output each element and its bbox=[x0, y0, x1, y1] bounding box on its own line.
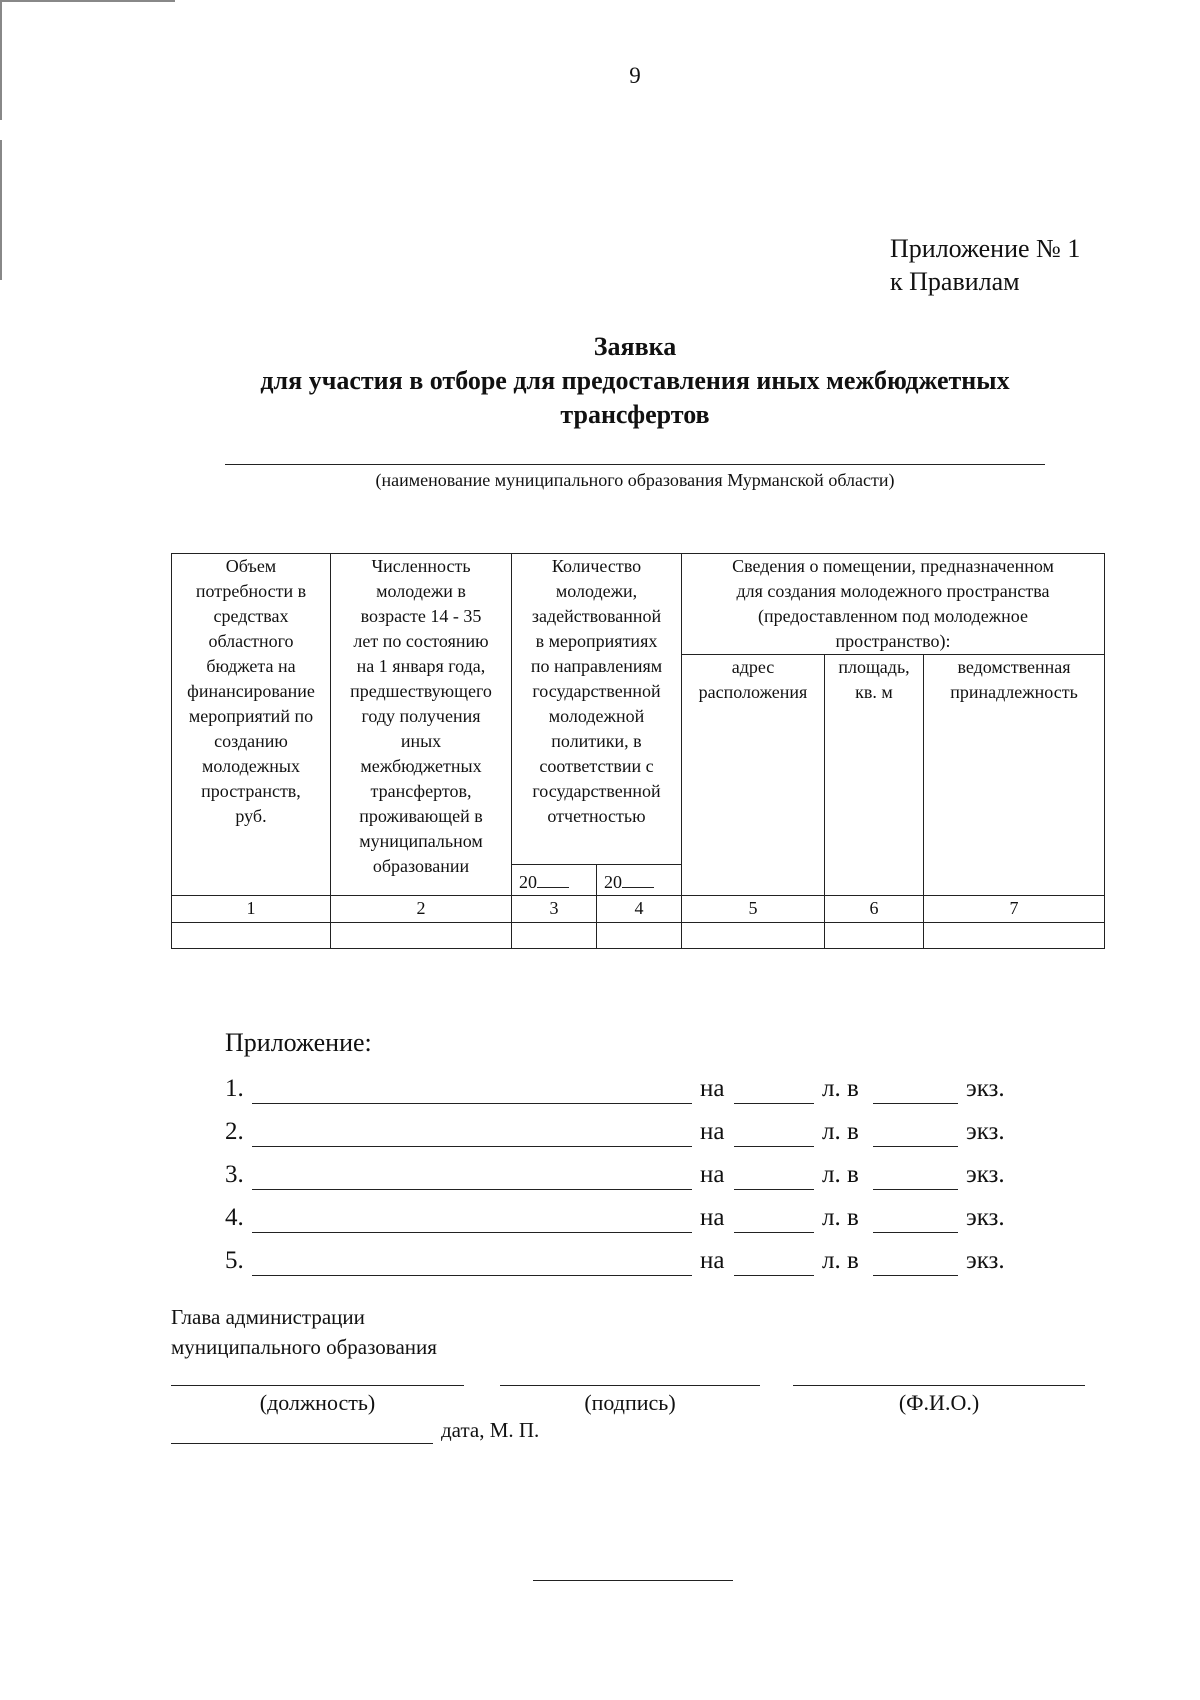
column-number: 2 bbox=[331, 896, 512, 923]
full-name-caption: (Ф.И.О.) bbox=[898, 1390, 980, 1415]
data-cell[interactable] bbox=[597, 923, 682, 949]
attachment-sheets-field[interactable] bbox=[734, 1189, 814, 1190]
table-header-row bbox=[172, 554, 1105, 655]
header-text-line: возрасте 14 - 35 bbox=[360, 606, 482, 626]
attachment-copies-field[interactable] bbox=[873, 1146, 958, 1147]
position-field[interactable] bbox=[171, 1385, 464, 1386]
attachment-copies-label: экз. bbox=[966, 1247, 1005, 1274]
date-stamp-label: дата, М. П. bbox=[441, 1418, 540, 1442]
scan-edge-mark bbox=[0, 0, 175, 2]
date-field[interactable] bbox=[171, 1443, 433, 1444]
header-text-line: финансирование bbox=[187, 681, 315, 701]
application-table bbox=[171, 553, 1105, 949]
header-text-line: созданию bbox=[214, 731, 288, 751]
year-prefix: 20 bbox=[604, 872, 622, 892]
attachment-sheets-label: л. в bbox=[822, 1118, 859, 1145]
header-text-line: молодежной bbox=[548, 706, 645, 726]
attachment-sheets-field[interactable] bbox=[734, 1275, 814, 1276]
attachment-sheets-field[interactable] bbox=[734, 1103, 814, 1104]
header-text-line: пространство): bbox=[835, 631, 951, 651]
attachments-title: Приложение: bbox=[225, 1028, 372, 1057]
header-text-line: потребности в bbox=[195, 581, 307, 601]
attachment-sheets-label: л. в bbox=[822, 1247, 859, 1274]
full-name-field[interactable] bbox=[793, 1385, 1085, 1386]
attachment-copies-label: экз. bbox=[966, 1204, 1005, 1231]
header-text-line: принадлежность bbox=[950, 682, 1078, 702]
attachment-on-label: на bbox=[700, 1118, 725, 1145]
header-text-line: государственной bbox=[532, 781, 661, 801]
data-cell[interactable] bbox=[172, 923, 331, 949]
title-line-1: Заявка bbox=[593, 332, 677, 361]
header-text-line: средствах bbox=[213, 606, 289, 626]
position-caption: (должность) bbox=[259, 1390, 376, 1415]
column-number: 5 bbox=[682, 896, 825, 923]
attachment-name-field[interactable] bbox=[252, 1103, 692, 1104]
data-cell[interactable] bbox=[825, 923, 924, 949]
attachment-number: 2. bbox=[225, 1118, 244, 1145]
attachment-copies-label: экз. bbox=[966, 1118, 1005, 1145]
header-text-line: иных bbox=[400, 731, 442, 751]
scan-edge-mark bbox=[0, 0, 2, 120]
end-of-page-line bbox=[533, 1580, 733, 1581]
header-text-line: образовании bbox=[372, 856, 470, 876]
header-text-line: пространств, bbox=[201, 781, 301, 801]
attachment-name-field[interactable] bbox=[252, 1189, 692, 1190]
header-text-line: молодежи, bbox=[555, 581, 638, 601]
header-text-line: руб. bbox=[235, 806, 267, 826]
header-text-line: для создания молодежного пространства bbox=[736, 581, 1050, 601]
header-text-line: государственной bbox=[532, 681, 661, 701]
header-text-line: Сведения о помещении, предназначенном bbox=[732, 556, 1054, 576]
attachment-row bbox=[225, 1204, 1025, 1244]
header-text-line: (предоставленном под молодежное bbox=[758, 606, 1028, 626]
attachment-sheets-label: л. в bbox=[822, 1161, 859, 1188]
data-cell[interactable] bbox=[331, 923, 512, 949]
header-text-line: соответствии с bbox=[539, 756, 654, 776]
appendix-reference bbox=[890, 232, 1080, 298]
header-text-line: муниципальном bbox=[359, 831, 483, 851]
attachment-sheets-label: л. в bbox=[822, 1204, 859, 1231]
column-number: 1 bbox=[172, 896, 331, 923]
attachment-copies-field[interactable] bbox=[873, 1103, 958, 1104]
attachment-name-field[interactable] bbox=[252, 1146, 692, 1147]
year-blank bbox=[537, 871, 569, 888]
header-text-line: на 1 января года, bbox=[356, 656, 486, 676]
attachment-number: 3. bbox=[225, 1161, 244, 1188]
attachment-sheets-label: л. в bbox=[822, 1075, 859, 1102]
attachment-sheets-field[interactable] bbox=[734, 1146, 814, 1147]
header-text-line: расположения bbox=[698, 682, 808, 702]
head-of-administration-label bbox=[171, 1302, 437, 1362]
header-text-line: кв. м bbox=[855, 682, 893, 702]
municipality-name-caption: (наименование муниципального образования Мурманской области) bbox=[375, 470, 895, 490]
header-text-line: Объем bbox=[225, 556, 277, 576]
attachment-row bbox=[225, 1247, 1025, 1287]
signature-field[interactable] bbox=[500, 1385, 760, 1386]
municipality-name-field[interactable] bbox=[225, 464, 1045, 465]
data-cell[interactable] bbox=[512, 923, 597, 949]
year-prefix: 20 bbox=[519, 872, 537, 892]
header-text-line: молодежных bbox=[202, 756, 300, 776]
column-number: 7 bbox=[924, 896, 1105, 923]
column-number: 6 bbox=[825, 896, 924, 923]
attachment-on-label: на bbox=[700, 1075, 725, 1102]
scan-edge-mark bbox=[0, 140, 2, 280]
column-number: 3 bbox=[512, 896, 597, 923]
attachment-number: 5. bbox=[225, 1247, 244, 1274]
header-text-line: задействованной bbox=[531, 606, 662, 626]
data-cell[interactable] bbox=[682, 923, 825, 949]
year-cell-3[interactable] bbox=[512, 864, 597, 895]
header-text-line: в мероприятиях bbox=[535, 631, 658, 651]
header-text-line: проживающей в bbox=[359, 806, 483, 826]
year-blank bbox=[622, 871, 654, 888]
header-text-line: межбюджетных bbox=[360, 756, 482, 776]
attachment-row bbox=[225, 1161, 1025, 1201]
attachment-copies-field[interactable] bbox=[873, 1232, 958, 1233]
header-text-line: предшествующего bbox=[350, 681, 492, 701]
title-line-2: для участия в отборе для предоставления иных межбюджетных bbox=[260, 366, 1010, 395]
year-cell-4[interactable] bbox=[597, 864, 682, 895]
attachment-number: 4. bbox=[225, 1204, 244, 1231]
header-department bbox=[924, 655, 1105, 896]
header-text-line: молодежи в bbox=[376, 581, 466, 601]
header-youth-population bbox=[331, 554, 512, 896]
title-line-3: трансфертов bbox=[560, 400, 710, 429]
header-text-line: областного bbox=[208, 631, 294, 651]
header-text-line: Численность bbox=[371, 556, 471, 576]
header-funding-need bbox=[172, 554, 331, 896]
signature-caption: (подпись) bbox=[584, 1390, 676, 1415]
attachment-row bbox=[225, 1118, 1025, 1158]
attachment-copies-label: экз. bbox=[966, 1075, 1005, 1102]
attachment-row bbox=[225, 1075, 1025, 1115]
appendix-number: Приложение № 1 bbox=[890, 234, 1081, 263]
header-area bbox=[825, 655, 924, 896]
head-label-line-1: Глава администрации bbox=[171, 1305, 365, 1329]
attachment-name-field[interactable] bbox=[252, 1275, 692, 1276]
attachment-copies-label: экз. bbox=[966, 1161, 1005, 1188]
attachment-on-label: на bbox=[700, 1247, 725, 1274]
attachment-copies-field[interactable] bbox=[873, 1275, 958, 1276]
head-label-line-2: муниципального образования bbox=[171, 1335, 437, 1359]
column-number-row bbox=[172, 896, 1105, 923]
header-text-line: трансфертов, bbox=[370, 781, 472, 801]
header-text-line: Количество bbox=[551, 556, 642, 576]
appendix-rules: к Правилам bbox=[890, 267, 1020, 296]
data-cell[interactable] bbox=[924, 923, 1105, 949]
header-premises-info bbox=[682, 554, 1105, 655]
header-text-line: по направлениям bbox=[530, 656, 663, 676]
attachment-on-label: на bbox=[700, 1204, 725, 1231]
page-number: 9 bbox=[629, 63, 641, 88]
attachment-copies-field[interactable] bbox=[873, 1189, 958, 1190]
attachment-name-field[interactable] bbox=[252, 1232, 692, 1233]
document-title bbox=[0, 330, 1200, 432]
header-text-line: площадь, bbox=[838, 657, 910, 677]
header-text-line: лет по состоянию bbox=[353, 631, 489, 651]
header-text-line: году получения bbox=[361, 706, 481, 726]
header-text-line: ведомственная bbox=[957, 657, 1071, 677]
column-number: 4 bbox=[597, 896, 682, 923]
attachment-on-label: на bbox=[700, 1161, 725, 1188]
header-text-line: отчетностью bbox=[547, 806, 646, 826]
header-text-line: мероприятий по bbox=[188, 706, 314, 726]
header-text-line: адрес bbox=[731, 657, 775, 677]
attachment-sheets-field[interactable] bbox=[734, 1232, 814, 1233]
header-text-line: политики, в bbox=[551, 731, 642, 751]
attachment-number: 1. bbox=[225, 1075, 244, 1102]
header-youth-participants bbox=[512, 554, 682, 865]
header-address bbox=[682, 655, 825, 896]
table-data-row bbox=[172, 923, 1105, 949]
header-text-line: бюджета на bbox=[206, 656, 296, 676]
